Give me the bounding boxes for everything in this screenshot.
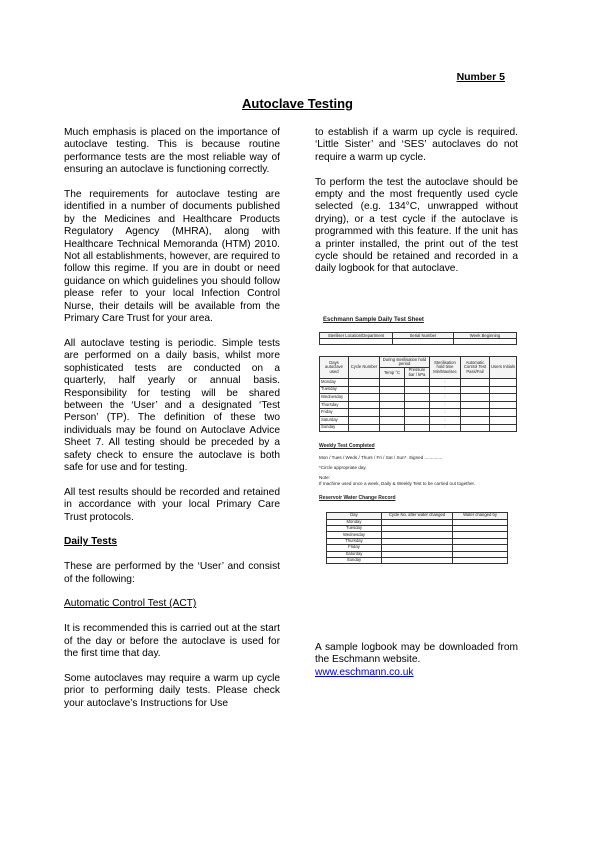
reservoir-heading: Reservoir Water Change Record <box>319 495 396 502</box>
day-label: Monday <box>327 519 382 525</box>
paragraph: A sample logbook may be downloaded from the Eschmann website. <box>315 642 518 666</box>
sheet-col: Cycle No. after water changed <box>382 512 453 519</box>
paragraph: The requirements for autoclave testing are identified in a number of documents published by the Medicines and Healthcare Products Regulatory Agency (MHRA), along with Healthcare Technical Memoranda (HTM) 2010. Not all establishments, however, are required to follow this regime. If you are in doubt or need guidance on which guidelines you should follow please refer to your local Infection Control Nurse, their details will be available from the Primary Care Trust for your area. <box>64 189 280 325</box>
sheet-col: Users Initials <box>490 357 517 379</box>
weekly-test-line: Mon / Tues / Weds / Thurs / Fri / Sat / Sun*. Signed .............. <box>319 454 443 460</box>
page-title: Autoclave Testing <box>241 96 353 111</box>
day-label: Saturday <box>327 551 382 557</box>
paragraph: All autoclave testing is periodic. Simple tests are performed on a daily basis, whilst more sophisticated tests are conducted on a quarterly, half yearly or annual basis. Responsibility for testing will be shared between the ‘User’ and a designated ‘Test Person’ (TP). The definition of these two individuals may be found on Autoclave Advice Sheet 7. All testing should be preceded by a safety check to ensure the autoclave is both safe for use and for testing. <box>64 337 280 473</box>
sheet-col: Sterilisation hold time Min/Max/sec <box>430 357 461 379</box>
paragraph: Much emphasis is placed on the importance of autoclave testing. This is because routine performance tests are the most reliable way of ensuring an autoclave is functioning correctly. <box>64 127 280 176</box>
paragraph: To perform the test the autoclave should be empty and the most frequently used cycle selected (e.g. 134°C, unwrapped without drying), or a test cycle if the autoclave is programmed with this feature. If the unit has a printer installed, the print out of the test cycle should be retained and recorded in a daily logbook for that autoclave. <box>315 176 518 275</box>
day-label: Tuesday <box>327 525 382 531</box>
day-label: Monday <box>320 379 349 387</box>
document-number: Number 5 <box>456 71 505 83</box>
right-column <box>315 127 518 288</box>
paragraph: These are performed by the ‘User’ and consist of the following: <box>64 561 280 585</box>
paragraph: All test results should be recorded and retained in accordance with your local Primary Care Trust protocols. <box>64 486 280 523</box>
day-label: Sunday <box>327 557 382 563</box>
sample-test-sheet <box>319 318 520 578</box>
paragraph: It is recommended this is carried out at the start of the day or before the autoclave is used for the first time that day. <box>64 623 280 659</box>
day-label: Wednesday <box>327 532 382 538</box>
eschmann-link[interactable]: www.eschmann.co.uk <box>315 666 414 678</box>
note-text: If machine used once a week, Daily & Weekly Test to be carried out together. <box>319 480 476 486</box>
sheet-col: Water changed by <box>453 512 508 519</box>
sheet-col: Temp °C <box>380 368 405 379</box>
sheet-top-table <box>319 332 517 345</box>
circle-note: *Circle appropriate day. <box>319 464 367 470</box>
day-label: Tuesday <box>320 386 349 394</box>
day-label: Wednesday <box>320 394 349 402</box>
sheet-title: Eschmann Sample Daily Test Sheet <box>323 317 424 323</box>
right-column-bottom <box>315 642 518 679</box>
sheet-col: Serial Number <box>393 333 454 339</box>
sheet-col: Automatic Control Test Pass/Fail <box>461 357 490 379</box>
sheet-col: Steriliser Location/Department <box>320 333 393 339</box>
day-label: Thursday <box>327 538 382 544</box>
sheet-main-table: Days autoclave used Cycle Number During sterilisation hold period Sterilisation hold time Min/Max/sec Automatic Control Test Pass/Fail Users Initials Temp °C Pressure bar / kPa Monday : Tuesday : Wednesday : Thursday : Friday : Saturday : Sunday : <box>319 356 517 432</box>
paragraph: to establish if a warm up cycle is required. ‘Little Sister’ and ‘SES’ autoclaves do not require a warm up cycle. <box>315 127 518 163</box>
sheet-col: Cycle Number <box>349 357 380 379</box>
day-label: Thursday <box>320 401 349 409</box>
day-label: Friday <box>320 409 349 417</box>
sheet-col: Days autoclave used <box>320 357 349 379</box>
section-heading-daily-tests: Daily Tests <box>64 536 118 548</box>
day-label: Friday <box>327 545 382 551</box>
day-label: Sunday <box>320 424 349 432</box>
sheet-col: Day <box>327 512 382 519</box>
subheading-act: Automatic Control Test (ACT) <box>64 598 197 610</box>
sheet-cell <box>393 339 454 345</box>
reservoir-table <box>326 512 508 565</box>
sheet-col: During sterilisation hold period <box>380 357 430 368</box>
note-label: Note: <box>319 475 330 481</box>
paragraph: Some autoclaves may require a warm up cycle prior to performing daily tests. Please check your autoclave’s Instructions for Use <box>64 672 280 709</box>
sheet-cell <box>454 339 517 345</box>
sheet-col: Pressure bar / kPa <box>405 368 430 379</box>
sheet-cell <box>320 339 393 345</box>
weekly-test-heading: Weekly Test Completed <box>319 443 375 450</box>
day-label: Saturday <box>320 416 349 424</box>
sheet-col: Week Beginning <box>454 333 517 339</box>
left-column <box>64 127 280 710</box>
